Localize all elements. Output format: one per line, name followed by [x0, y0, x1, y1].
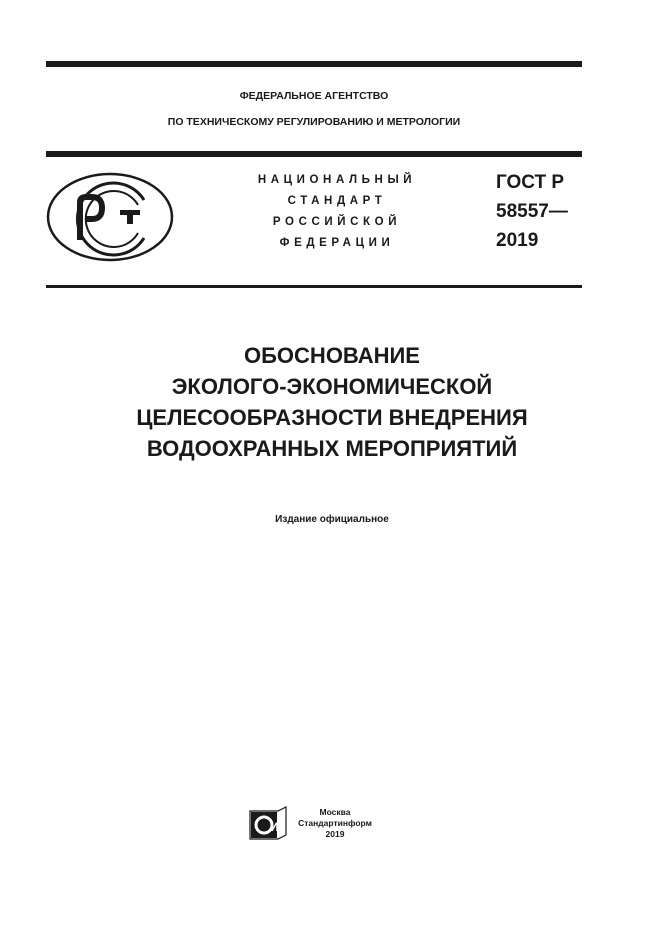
gost-line: ГОСТ Р	[496, 172, 565, 193]
svg-text:И: И	[270, 820, 279, 834]
title-line: ЦЕЛЕСООБРАЗНОСТИ ВНЕДРЕНИЯ	[136, 405, 528, 430]
gost-number	[496, 168, 568, 255]
gost-line: 58557—	[496, 201, 568, 222]
national-standard-label	[232, 170, 442, 254]
title-line: ВОДООХРАННЫХ МЕРОПРИЯТИЙ	[146, 436, 518, 461]
publisher-city: Москва	[319, 807, 351, 817]
publisher-name: Стандартинформ	[298, 818, 372, 828]
gost-line: 2019	[496, 230, 539, 251]
agency-line-1: ФЕДЕРАЛЬНОЕ АГЕНТСТВО	[239, 90, 389, 102]
publisher-info	[292, 807, 378, 840]
publisher-year: 2019	[325, 829, 345, 839]
header-rule	[46, 151, 582, 157]
natstd-line: СТАНДАРТ	[287, 195, 387, 207]
document-title	[46, 340, 618, 464]
natstd-line: НАЦИОНАЛЬНЫЙ	[257, 174, 417, 186]
standartinform-logo-icon	[248, 805, 290, 841]
natstd-line: ФЕДЕРАЦИИ	[279, 237, 395, 249]
agency-line-2: ПО ТЕХНИЧЕСКОМУ РЕГУЛИРОВАНИЮ И МЕТРОЛОГИИ	[167, 116, 461, 128]
edition-label: Издание официальное	[275, 514, 389, 525]
top-rule	[46, 61, 582, 67]
title-line: ЭКОЛОГО-ЭКОНОМИЧЕСКОЙ	[171, 374, 493, 399]
title-line: ОБОСНОВАНИЕ	[244, 343, 420, 368]
rst-gost-emblem-icon	[46, 172, 174, 262]
block-rule	[46, 285, 582, 288]
natstd-line: РОССИЙСКОЙ	[272, 216, 402, 228]
